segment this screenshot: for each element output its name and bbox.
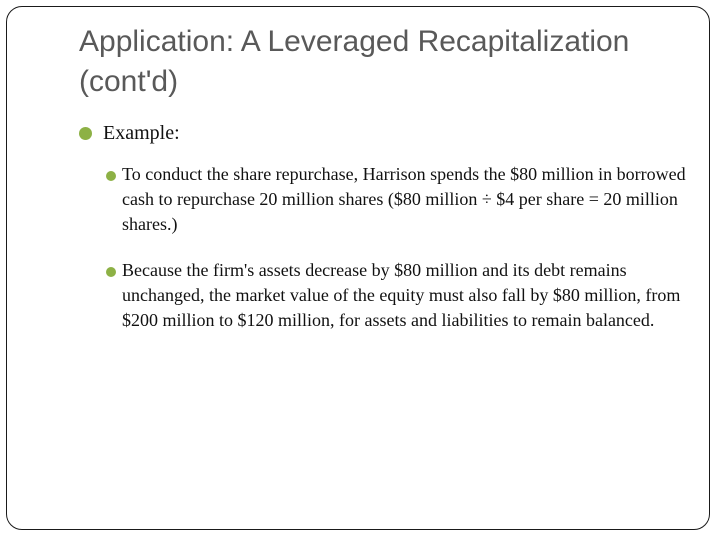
sub-bullet-share-repurchase	[106, 162, 696, 237]
sub-bullet-equity-value	[106, 258, 696, 333]
bullet-dot-icon	[79, 127, 92, 140]
sub-bullet-text: Because the firm's assets decrease by $80 million and its debt remains unchanged, the market value of the equity must also fall by $80 million, from $200 million to $120 million, for assets and liabilities to remain balanced.	[122, 260, 681, 330]
sub-bullet-text: To conduct the share repurchase, Harrison spends the $80 million in borrowed cash to repurchase 20 million shares ($80 million ÷ $4 per share = 20 million shares.)	[122, 164, 686, 234]
bullet-dot-icon	[106, 171, 116, 181]
bullet-example-text: Example:	[103, 122, 180, 144]
slide-title: Application: A Leveraged Recapitalization (cont'd)	[79, 25, 630, 98]
bullet-dot-icon	[106, 267, 116, 277]
bullet-example	[79, 120, 180, 146]
